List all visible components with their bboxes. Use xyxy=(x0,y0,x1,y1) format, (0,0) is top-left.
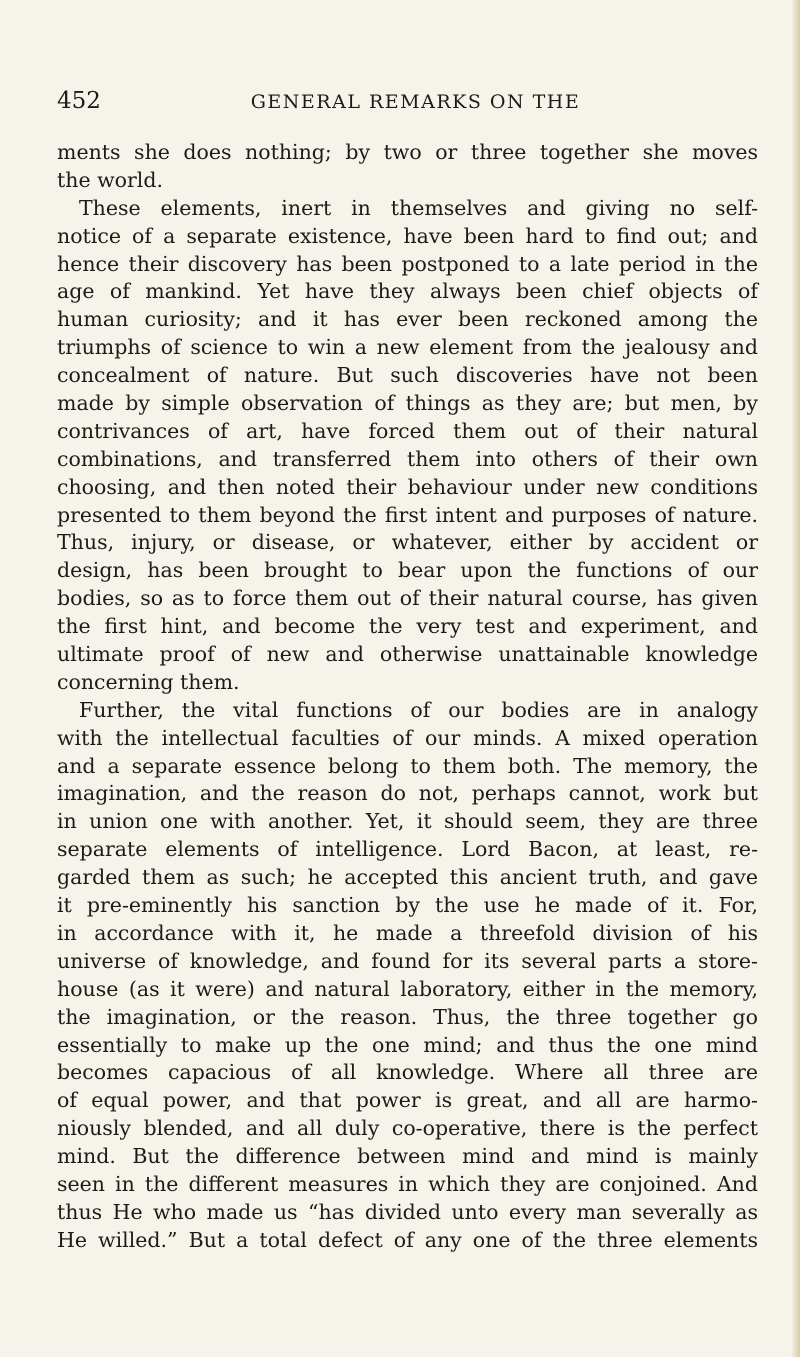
text-line: choosing, and then noted their behaviour under new conditions xyxy=(57,474,758,499)
text-line: house (as it were) and natural laboratory, either in the memory, xyxy=(57,976,758,1001)
text-line: presented to them beyond the first intent and purposes of nature. xyxy=(57,502,758,527)
text-line: concerning them. xyxy=(57,669,240,694)
page-edge-shadow xyxy=(791,0,800,1357)
text-line: it pre-eminently his sanction by the use he made of it. For, xyxy=(57,893,758,918)
page-header xyxy=(57,88,758,122)
text-line: made by simple observation of things as they are; but men, by xyxy=(57,391,758,416)
text-line: garded them as such; he accepted this ancient truth, and gave xyxy=(57,865,758,890)
body-text xyxy=(57,139,758,1255)
text-line: notice of a separate existence, have been hard to find out; and xyxy=(57,223,758,248)
text-line: ultimate proof of new and otherwise unattainable knowledge xyxy=(57,642,758,667)
text-line: age of mankind. Yet have they always been chief objects of xyxy=(57,279,758,304)
text-line: of equal power, and that power is great, and all are harmo- xyxy=(57,1088,758,1113)
text-line: Further, the vital functions of our bodies are in analogy xyxy=(79,697,758,722)
text-line: the first hint, and become the very test and experiment, and xyxy=(57,614,758,639)
text-line: universe of knowledge, and found for its several parts a store- xyxy=(57,948,758,973)
text-line: imagination, and the reason do not, perhaps cannot, work but xyxy=(57,781,758,806)
text-line: seen in the different measures in which they are conjoined. And xyxy=(57,1171,758,1196)
text-line: in union one with another. Yet, it should seem, they are three xyxy=(57,809,758,834)
text-line: human curiosity; and it has ever been reckoned among the xyxy=(57,307,758,332)
text-line: He willed.” But a total defect of any one of the three elements xyxy=(57,1227,758,1252)
text-line: triumphs of science to win a new element from the jealousy and xyxy=(57,335,758,360)
text-line: the world. xyxy=(57,167,163,192)
text-line: in accordance with it, he made a threefold division of his xyxy=(57,920,758,945)
page-number: 452 xyxy=(57,88,101,114)
text-line: hence their discovery has been postponed to a late period in the xyxy=(57,251,758,276)
text-line: bodies, so as to force them out of their natural course, has given xyxy=(57,586,758,611)
text-line: design, has been brought to bear upon the functions of our xyxy=(57,558,758,583)
text-line: contrivances of art, have forced them out of their natural xyxy=(57,418,758,443)
text-line: Thus, injury, or disease, or whatever, either by accident or xyxy=(57,530,758,555)
text-line: the imagination, or the reason. Thus, the three together go xyxy=(57,1004,758,1029)
text-line: niously blended, and all duly co-operative, there is the perfect xyxy=(57,1116,758,1141)
text-line: and a separate essence belong to them both. The memory, the xyxy=(57,753,758,778)
text-line: concealment of nature. But such discoveries have not been xyxy=(57,363,758,388)
text-line: with the intellectual faculties of our minds. A mixed operation xyxy=(57,725,758,750)
text-line: essentially to make up the one mind; and thus the one mind xyxy=(57,1032,758,1057)
text-line: thus He who made us “has divided unto every man severally as xyxy=(57,1199,758,1224)
text-line: separate elements of intelligence. Lord Bacon, at least, re- xyxy=(57,837,758,862)
text-line: mind. But the difference between mind and mind is mainly xyxy=(57,1144,758,1169)
text-line: becomes capacious of all knowledge. Where all three are xyxy=(57,1060,758,1085)
text-line: These elements, inert in themselves and giving no self- xyxy=(79,195,758,220)
running-head: GENERAL REMARKS ON THE xyxy=(250,91,581,113)
text-line: ments she does nothing; by two or three together she moves xyxy=(57,140,758,164)
text-line: combinations, and transferred them into others of their own xyxy=(57,446,758,471)
